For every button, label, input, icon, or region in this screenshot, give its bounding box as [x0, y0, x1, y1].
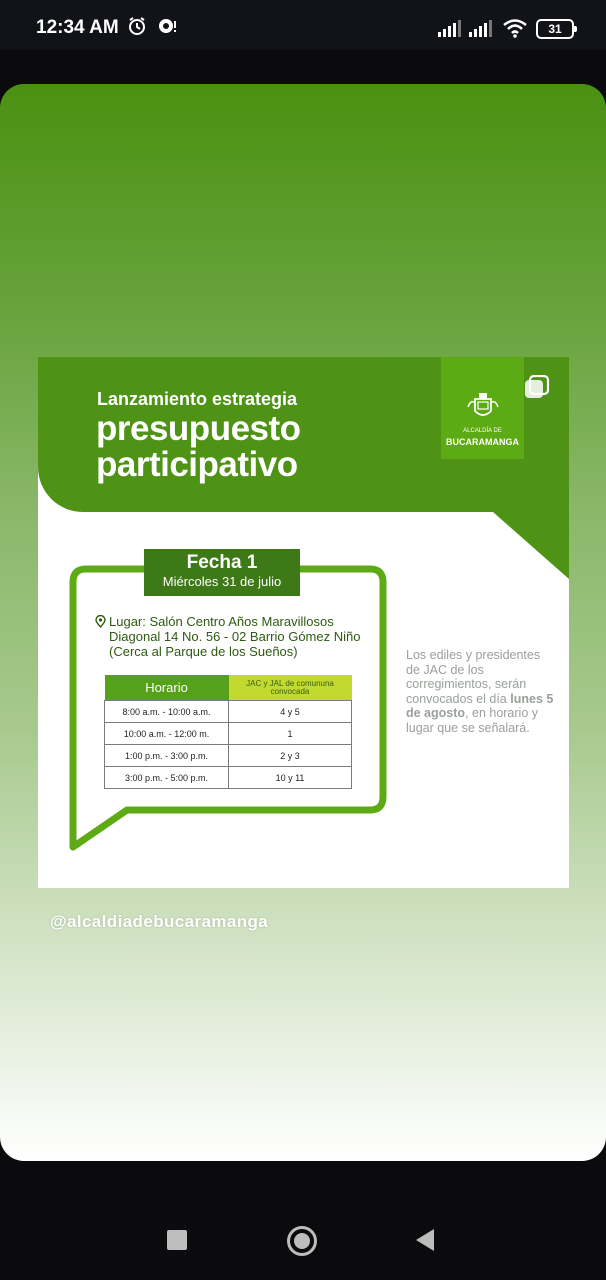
table-row	[105, 745, 352, 767]
note-text-end: , en horario y lugar que se señalará.	[406, 706, 539, 735]
table-row	[105, 701, 352, 723]
alarm-icon	[127, 16, 147, 36]
location-line1: Lugar: Salón Centro Años Maravillosos	[109, 614, 334, 629]
signal-icon	[469, 20, 493, 38]
logo-small-text: ALCALDÍA DE	[463, 428, 502, 434]
note-text-start: Los ediles y presidentes de JAC de los corregimientos, serán convocados el día	[406, 648, 541, 706]
account-handle[interactable]: @alcaldiadebucaramanga	[50, 912, 269, 931]
location-line2: Diagonal 14 No. 56 - 02 Barrio Gómez Niño	[109, 629, 361, 644]
table-row	[105, 767, 352, 789]
status-bar	[0, 0, 606, 50]
table-cell: 8:00 a.m. - 10:00 a.m.	[105, 701, 229, 723]
home-icon[interactable]	[287, 1226, 317, 1256]
location-line3: (Cerca al Parque de los Sueños)	[109, 644, 298, 659]
notification-icon	[157, 16, 179, 36]
table-cell: 1	[229, 723, 352, 745]
table-cell: 4 y 5	[229, 701, 352, 723]
post-title-line2: participativo	[96, 445, 298, 484]
post-title-line1: presupuesto	[96, 409, 301, 448]
signal-icon	[438, 20, 462, 38]
battery-icon: 31	[536, 19, 574, 39]
table-cell: 3:00 p.m. - 5:00 p.m.	[105, 767, 229, 789]
story-viewer[interactable]	[0, 84, 606, 1161]
logo-big-text: BUCARAMANGA	[446, 437, 519, 447]
location-pin-icon	[95, 615, 106, 628]
date-title: Fecha 1	[186, 552, 258, 573]
table-cell: 2 y 3	[229, 745, 352, 767]
post-image[interactable]	[38, 357, 569, 888]
column-header: JAC y JAL de comununa convocada	[229, 675, 352, 701]
note-bold-date: lunes 5 de agosto	[406, 691, 554, 720]
navigation-bar	[0, 1180, 606, 1280]
column-header: Horario	[105, 675, 229, 701]
recents-icon[interactable]	[167, 1230, 187, 1250]
back-icon[interactable]	[416, 1229, 434, 1251]
date-banner	[144, 549, 300, 596]
date-text: Miércoles 31 de julio	[162, 574, 282, 589]
convocation-note	[406, 648, 556, 735]
post-subtitle: Lanzamiento estrategia	[97, 389, 298, 409]
table-cell: 10:00 a.m. - 12:00 m.	[105, 723, 229, 745]
table-row	[105, 723, 352, 745]
wifi-icon	[502, 18, 528, 38]
table-cell: 10 y 11	[229, 767, 352, 789]
table-cell: 1:00 p.m. - 3:00 p.m.	[105, 745, 229, 767]
schedule-table	[104, 675, 352, 789]
status-time: 12:34 AM	[36, 17, 119, 38]
